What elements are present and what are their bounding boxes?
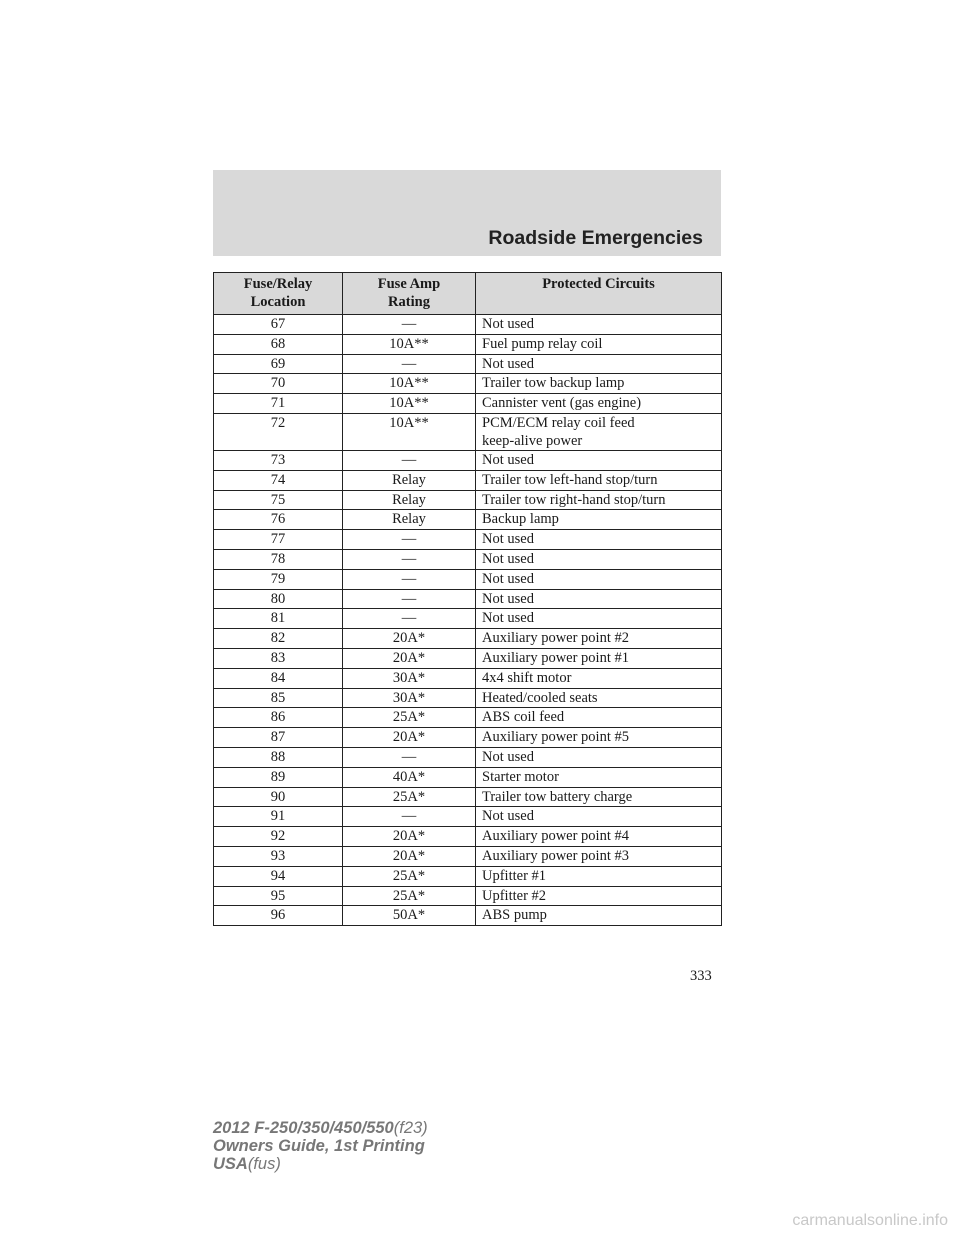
table-row [214,906,722,926]
cell-location: 73 [214,450,343,470]
cell-amp-rating: — [343,609,476,629]
table-row [214,374,722,394]
cell-amp-rating: Relay [343,470,476,490]
header-circuits-label: Protected Circuits [542,276,655,292]
table-row [214,629,722,649]
cell-circuit [476,413,722,450]
cell-circuit: Fuel pump relay coil [476,334,722,354]
cell-amp-rating: 40A* [343,767,476,787]
cell-amp-rating: 30A* [343,688,476,708]
cell-circuit: Cannister vent (gas engine) [476,394,722,414]
table-row [214,450,722,470]
cell-circuit: Not used [476,747,722,767]
table-row [214,747,722,767]
cell-amp-rating: Relay [343,490,476,510]
cell-location: 84 [214,668,343,688]
footer-market: USA [213,1155,248,1173]
cell-location: 78 [214,549,343,569]
cell-circuit: Upfitter #1 [476,866,722,886]
cell-amp-rating: — [343,354,476,374]
cell-amp-rating: Relay [343,510,476,530]
cell-amp-rating: 10A** [343,394,476,414]
cell-amp-rating: 20A* [343,846,476,866]
cell-circuit: Auxiliary power point #1 [476,648,722,668]
cell-amp-rating: 20A* [343,827,476,847]
table-row [214,334,722,354]
cell-circuit-line: keep-alive power [482,432,583,449]
table-row [214,846,722,866]
table-row [214,394,722,414]
table-row [214,569,722,589]
cell-circuit: Not used [476,807,722,827]
cell-circuit: Not used [476,609,722,629]
cell-location: 94 [214,866,343,886]
cell-amp-rating: — [343,530,476,550]
cell-amp-rating: 10A** [343,374,476,394]
cell-location: 85 [214,688,343,708]
cell-location: 96 [214,906,343,926]
cell-circuit: Not used [476,569,722,589]
footer-line-3 [213,1155,428,1173]
table-row [214,413,722,450]
cell-amp-rating: 10A** [343,413,476,450]
cell-circuit: Auxiliary power point #2 [476,629,722,649]
table-row [214,866,722,886]
cell-circuit: Trailer tow backup lamp [476,374,722,394]
table-row [214,728,722,748]
cell-circuit: ABS coil feed [476,708,722,728]
cell-location: 70 [214,374,343,394]
cell-location: 77 [214,530,343,550]
footer-imprint [213,1119,428,1173]
cell-circuit: Upfitter #2 [476,886,722,906]
footer-market-code: (fus) [247,1155,281,1173]
header-location-line1: Fuse/Relay [243,276,313,292]
table-row [214,510,722,530]
cell-amp-rating: — [343,450,476,470]
cell-location: 68 [214,334,343,354]
cell-location: 91 [214,807,343,827]
cell-circuit-line: PCM/ECM relay coil feed [482,414,635,431]
cell-circuit: Heated/cooled seats [476,688,722,708]
cell-circuit: Auxiliary power point #3 [476,846,722,866]
cell-location: 72 [214,413,343,450]
cell-circuit: Auxiliary power point #4 [476,827,722,847]
cell-location: 90 [214,787,343,807]
cell-amp-rating: — [343,589,476,609]
cell-amp-rating: — [343,569,476,589]
cell-location: 93 [214,846,343,866]
section-header-band [213,170,721,256]
table-row [214,648,722,668]
footer-model-code: (f23) [393,1119,428,1137]
cell-location: 86 [214,708,343,728]
cell-circuit: Not used [476,530,722,550]
header-amp-rating [343,273,476,315]
cell-location: 81 [214,609,343,629]
cell-location: 74 [214,470,343,490]
cell-location: 83 [214,648,343,668]
page-number: 333 [690,968,712,984]
cell-amp-rating: — [343,747,476,767]
table-row [214,708,722,728]
cell-location: 92 [214,827,343,847]
cell-circuit: Starter motor [476,767,722,787]
section-title: Roadside Emergencies [488,227,703,249]
footer-line-1 [213,1119,428,1137]
table-row [214,688,722,708]
cell-location: 71 [214,394,343,414]
cell-location: 95 [214,886,343,906]
cell-amp-rating: 50A* [343,906,476,926]
cell-amp-rating: 20A* [343,629,476,649]
cell-amp-rating: — [343,807,476,827]
table-row [214,589,722,609]
cell-location: 79 [214,569,343,589]
cell-location: 75 [214,490,343,510]
table-row [214,315,722,335]
cell-amp-rating: 25A* [343,866,476,886]
table-header-row [214,273,722,315]
table-row [214,767,722,787]
footer-line-2: Owners Guide, 1st Printing [213,1137,425,1155]
header-amp-line1: Fuse Amp [377,276,441,292]
cell-circuit: Backup lamp [476,510,722,530]
cell-location: 87 [214,728,343,748]
cell-location: 67 [214,315,343,335]
cell-circuit: ABS pump [476,906,722,926]
header-amp-line2: Rating [388,294,430,310]
table-row [214,490,722,510]
cell-circuit: 4x4 shift motor [476,668,722,688]
table-row [214,354,722,374]
table-row [214,530,722,550]
cell-circuit: Not used [476,315,722,335]
header-location [214,273,343,315]
cell-amp-rating: 20A* [343,728,476,748]
fuse-table [213,272,722,926]
cell-amp-rating: 25A* [343,787,476,807]
cell-circuit: Not used [476,354,722,374]
cell-amp-rating: 25A* [343,886,476,906]
cell-location: 88 [214,747,343,767]
cell-circuit: Not used [476,589,722,609]
cell-location: 76 [214,510,343,530]
header-protected-circuits [476,273,722,315]
table-row [214,787,722,807]
cell-amp-rating: — [343,315,476,335]
cell-amp-rating: 20A* [343,648,476,668]
fuse-table-body [214,315,722,926]
cell-circuit: Trailer tow left-hand stop/turn [476,470,722,490]
cell-circuit: Trailer tow right-hand stop/turn [476,490,722,510]
cell-amp-rating: 30A* [343,668,476,688]
table-row [214,668,722,688]
cell-location: 69 [214,354,343,374]
watermark: carmanualsonline.info [792,1212,948,1229]
cell-amp-rating: — [343,549,476,569]
cell-location: 80 [214,589,343,609]
cell-circuit: Auxiliary power point #5 [476,728,722,748]
cell-location: 82 [214,629,343,649]
cell-circuit: Trailer tow battery charge [476,787,722,807]
footer-model: 2012 F-250/350/450/550 [213,1119,394,1137]
cell-location: 89 [214,767,343,787]
cell-amp-rating: 25A* [343,708,476,728]
cell-circuit: Not used [476,450,722,470]
table-row [214,470,722,490]
table-row [214,609,722,629]
table-row [214,827,722,847]
table-row [214,549,722,569]
header-location-line2: Location [250,294,306,310]
table-row [214,807,722,827]
cell-amp-rating: 10A** [343,334,476,354]
cell-circuit: Not used [476,549,722,569]
table-row [214,886,722,906]
